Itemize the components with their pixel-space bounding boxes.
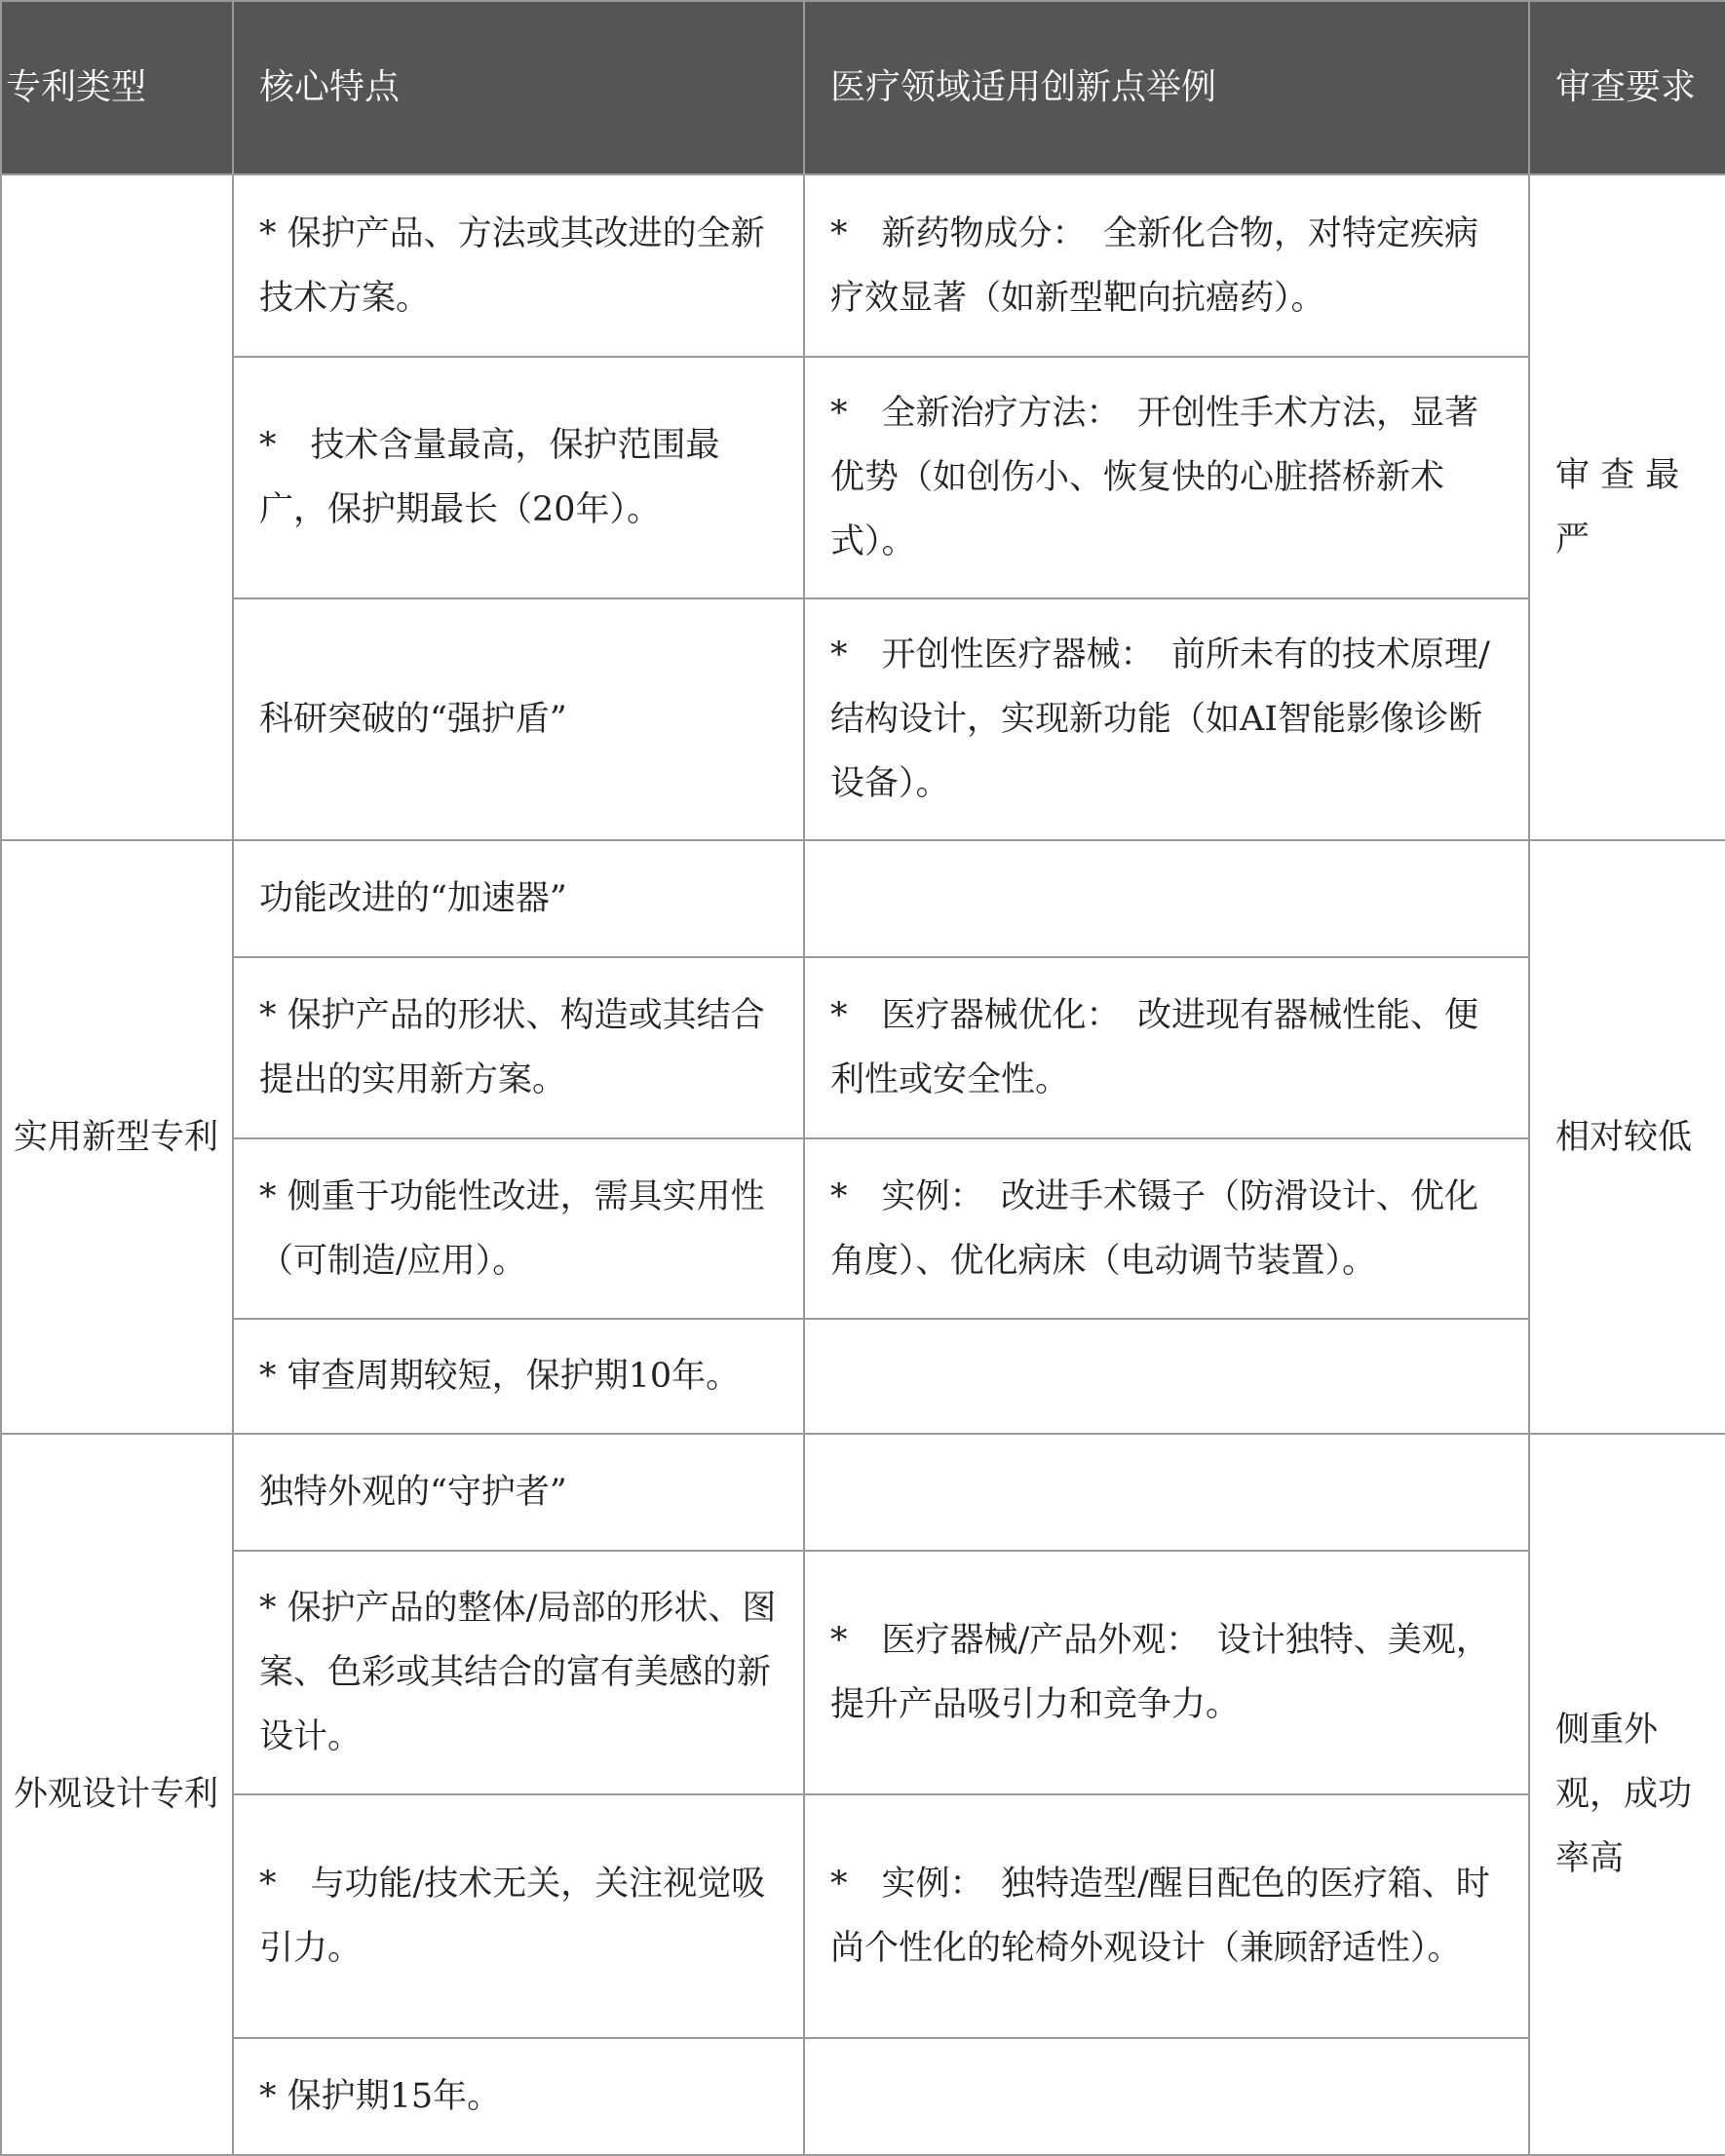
example-cell: * 新药物成分： 全新化合物，对特定疾病疗效显著（如新型靶向抗癌药）。 [804,174,1529,357]
table-header-row [1,1,1725,174]
table-row [1,598,1725,840]
example-cell [804,1434,1529,1551]
feature-cell: * 保护产品的形状、构造或其结合提出的实用新方案。 [233,957,804,1138]
example-cell [804,2038,1529,2155]
patent-type-cell [1,174,233,840]
example-cell [804,1319,1529,1434]
feature-cell: * 保护期15年。 [233,2038,804,2155]
example-cell: * 开创性医疗器械： 前所未有的技术原理/结构设计，实现新功能（如AI智能影像诊断设备）。 [804,598,1529,840]
table-row [1,357,1725,598]
feature-cell: * 与功能/技术无关，关注视觉吸引力。 [233,1794,804,2038]
feature-cell: * 审查周期较短，保护期10年。 [233,1319,804,1434]
feature-cell: 独特外观的“守护者” [233,1434,804,1551]
example-cell: * 医疗器械/产品外观： 设计独特、美观，提升产品吸引力和竞争力。 [804,1551,1529,1794]
table-row [1,1319,1725,1434]
table-row [1,1138,1725,1319]
review-requirement-cell: 侧重外观，成功率高 [1529,1434,1725,2155]
table-row [1,174,1725,357]
feature-cell: * 保护产品的整体/局部的形状、图案、色彩或其结合的富有美感的新设计。 [233,1551,804,1794]
header-medical-examples: 医疗领域适用创新点举例 [804,1,1529,174]
feature-cell: * 保护产品、方法或其改进的全新技术方案。 [233,174,804,357]
table-row [1,1551,1725,1794]
header-core-features: 核心特点 [233,1,804,174]
review-requirement-cell: 审 查 最 严 [1529,174,1725,840]
example-cell: * 医疗器械优化： 改进现有器械性能、便利性或安全性。 [804,957,1529,1138]
example-cell: * 实例： 改进手术镊子（防滑设计、优化角度）、优化病床（电动调节装置）。 [804,1138,1529,1319]
patent-type-cell: 实用新型专利 [1,840,233,1434]
table-row [1,2038,1725,2155]
patent-type-cell: 外观设计专利 [1,1434,233,2155]
table-row [1,1434,1725,1551]
table-row [1,1794,1725,2038]
table-row [1,840,1725,957]
example-cell [804,840,1529,957]
review-requirement-cell: 相对较低 [1529,840,1725,1434]
header-review-requirement: 审查要求 [1529,1,1725,174]
feature-cell: 科研突破的“强护盾” [233,598,804,840]
example-cell: * 全新治疗方法： 开创性手术方法，显著优势（如创伤小、恢复快的心脏搭桥新术式）。 [804,357,1529,598]
header-patent-type: 专利类型 [1,1,233,174]
table-row [1,957,1725,1138]
feature-cell: 功能改进的“加速器” [233,840,804,957]
feature-cell: * 技术含量最高，保护范围最广，保护期最长（20年）。 [233,357,804,598]
example-cell: * 实例： 独特造型/醒目配色的医疗箱、时尚个性化的轮椅外观设计（兼顾舒适性）。 [804,1794,1529,2038]
feature-cell: * 侧重于功能性改进，需具实用性（可制造/应用）。 [233,1138,804,1319]
